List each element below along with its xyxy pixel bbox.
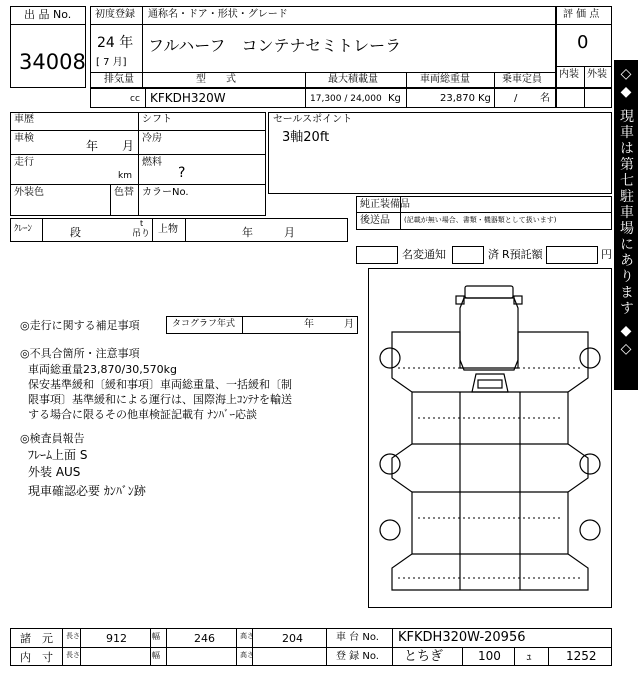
crane-label: ｸﾚｰﾝ	[14, 224, 33, 234]
registration-class: 100	[478, 649, 501, 663]
recycle-value-box	[546, 246, 598, 264]
interior-dims-label: 内 寸	[20, 651, 53, 664]
crane-ton-unit: t	[140, 219, 144, 228]
mileage-unit: km	[118, 171, 132, 181]
crane-stage: 段	[70, 226, 81, 239]
capacity-label: 乗車定員	[502, 74, 542, 85]
displacement-label: 排気量	[104, 74, 134, 85]
vehicle-name: フルハーフ コンテナセミトレーラ	[148, 36, 402, 55]
name-change-box	[356, 246, 398, 264]
history-label: 車歴	[14, 114, 34, 125]
defects-line: 限事項〕基準緩和による運行は、国際海上ｺﾝﾃﾅを輸送	[28, 393, 292, 406]
location-banner: ◇◆ 現車は第七駐車場にあります ◆◇	[614, 60, 638, 390]
crane-lift-unit: 吊り	[132, 229, 151, 239]
inspection-year: 年	[86, 139, 99, 153]
registration-area: とちぎ	[404, 649, 444, 664]
exterior-color-label: 外装色	[14, 187, 44, 198]
name-change-label: 名変通知	[402, 248, 446, 261]
later-delivery-note: (記載が無い場合、書類・機器類として扱います)	[404, 216, 557, 224]
height-label: 高さ	[240, 632, 254, 640]
inspector-line: ﾌﾚｰﾑ上面 S	[28, 448, 88, 462]
first-registration-month: [ 7 月]	[96, 57, 127, 68]
interior-grade-label: 内装	[559, 69, 579, 80]
registration-kana: ｭ	[526, 649, 533, 663]
grade-label: 評 価 点	[563, 9, 600, 20]
lot-number-label: 出 品 No.	[24, 8, 72, 21]
crane-year: 年	[242, 226, 253, 239]
capacity-value: /	[514, 93, 518, 104]
lot-number: 34008	[19, 50, 86, 74]
inspection-label: 車検	[14, 133, 34, 144]
first-registration-label: 初度登録	[95, 9, 135, 20]
inspector-line: 現車確認必要 ｶﾝﾊﾞﾝ跡	[28, 484, 146, 498]
fuel-value: ?	[178, 165, 186, 181]
recycle-prefix: 済	[488, 248, 499, 261]
exterior-grade-label: 外装	[587, 69, 607, 80]
fuel-label: 燃料	[142, 157, 162, 168]
recycle-unit: 円	[601, 248, 612, 261]
grade-value: 0	[577, 32, 589, 53]
genuine-equipment-label: 純正装備品	[360, 199, 410, 210]
height-value: 204	[282, 632, 303, 645]
registration-label: 登 録 No.	[336, 651, 379, 662]
interior-length-label: 長さ	[66, 651, 80, 659]
defects-line: 保安基準緩和〔緩和事項〕車両総重量、一括緩和〔制	[28, 378, 292, 391]
max-load-value: 17,300 / 24,000	[310, 94, 382, 104]
defects-line: 車両総重量23,870/30,570kg	[28, 363, 178, 376]
upper-body-label: 上物	[158, 224, 178, 235]
chassis-value: KFKDH320W-20956	[398, 630, 526, 645]
ac-label: 冷房	[142, 133, 162, 144]
max-load-unit: Kg	[388, 93, 401, 104]
width-value: 246	[194, 632, 215, 645]
inspector-line: 外装 AUS	[28, 465, 81, 479]
defects-line: する場合に限るその他車検証記載有 ﾅﾝﾊﾞｰ応談	[28, 408, 257, 421]
inspector-title: ◎検査員報告	[20, 432, 85, 445]
length-label: 長さ	[66, 632, 80, 640]
later-delivery-label: 後送品	[360, 215, 390, 226]
vehicle-name-label: 通称名・ドア・形状・グレード	[148, 9, 288, 20]
sales-point-label: セールスポイント	[273, 114, 353, 125]
mileage-label: 走行	[14, 157, 34, 168]
model-value: KFKDH320W	[150, 91, 226, 105]
dims-label: 諸 元	[20, 632, 53, 645]
crane-row	[10, 218, 348, 242]
color-change-label: 色替	[114, 187, 134, 198]
shift-label: シフト	[142, 114, 172, 125]
gross-weight-unit: Kg	[478, 93, 491, 104]
inspection-month: 月	[122, 139, 135, 153]
name-change-value-box	[452, 246, 484, 264]
recycle-label: R預託額	[502, 248, 543, 261]
color-code-label: カラーNo.	[142, 187, 189, 198]
interior-width-label: 幅	[152, 651, 160, 660]
chassis-label: 車 台 No.	[336, 632, 379, 643]
defects-title: ◎不具合箇所・注意事項	[20, 347, 140, 360]
sales-point-value: 3軸20ft	[282, 130, 330, 145]
length-value: 912	[106, 632, 127, 645]
mileage-note-title: ◎走行に関する補足事項	[20, 319, 140, 332]
width-label: 幅	[152, 632, 160, 641]
gross-weight-label: 車両総重量	[420, 74, 470, 85]
max-load-label: 最大積載量	[328, 74, 378, 85]
trailer-outline-diagram	[368, 268, 612, 608]
registration-number: 1252	[566, 649, 597, 663]
first-registration-year: 24 年	[97, 35, 134, 51]
tachograph-year: 年	[304, 319, 314, 330]
model-label: 型 式	[196, 74, 236, 85]
tachograph-month: 月	[344, 319, 354, 330]
capacity-unit: 名	[540, 93, 550, 104]
displacement-unit: cc	[130, 94, 140, 104]
interior-height-label: 高さ	[240, 651, 254, 659]
crane-month: 月	[284, 226, 295, 239]
gross-weight-value: 23,870	[440, 93, 475, 104]
tachograph-label: タコグラフ年式	[172, 319, 236, 329]
